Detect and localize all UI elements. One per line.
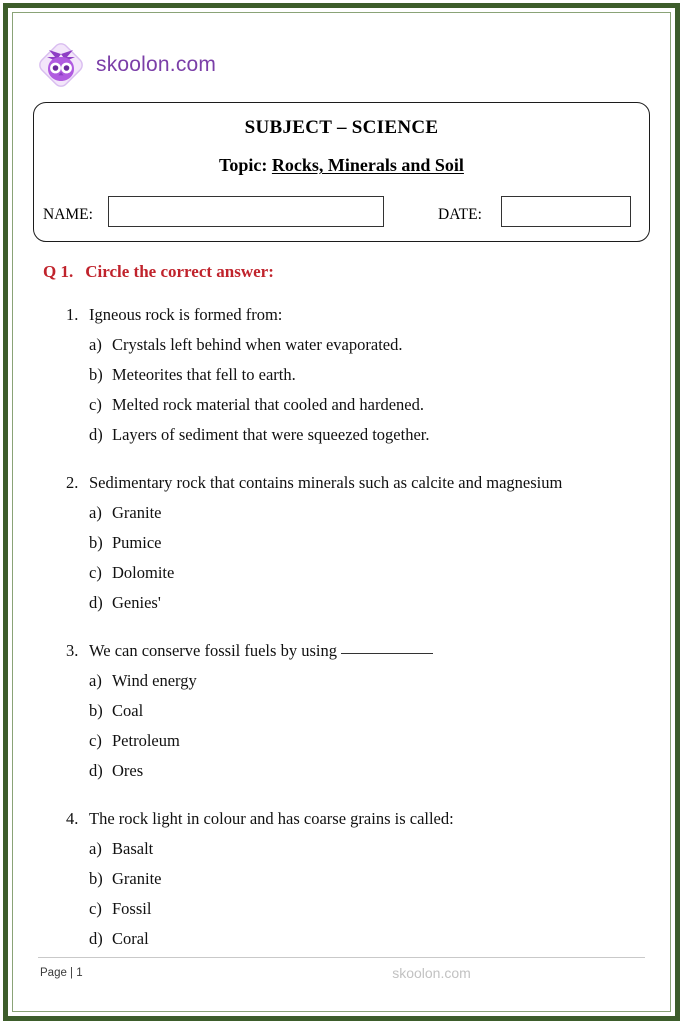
question-text: Igneous rock is formed from: — [89, 305, 283, 324]
question-text-row — [0, 636, 683, 666]
question-set-number: Q 1. — [43, 262, 74, 281]
question-block — [0, 804, 683, 954]
question-text: We can conserve fossil fuels by using — [89, 641, 337, 660]
option-letter: b) — [89, 701, 103, 720]
question-text: The rock light in colour and has coarse grains is called: — [89, 809, 454, 828]
option-text: Genies' — [112, 593, 161, 612]
option-row[interactable] — [0, 666, 683, 696]
option-letter: c) — [89, 731, 102, 750]
name-input[interactable] — [108, 196, 384, 227]
question-block — [0, 468, 683, 618]
question-index: 3. — [66, 641, 79, 660]
page-number: Page | 1 — [40, 967, 83, 979]
question-index: 1. — [66, 305, 79, 324]
option-letter: a) — [89, 335, 102, 354]
option-row[interactable] — [0, 696, 683, 726]
footer-watermark: skoolon.com — [392, 965, 471, 981]
option-letter: b) — [89, 869, 103, 888]
option-letter: d) — [89, 761, 103, 780]
brand-logo — [36, 40, 216, 90]
subject-title: SUBJECT – SCIENCE — [244, 117, 439, 138]
option-text: Petroleum — [112, 731, 180, 750]
option-row[interactable] — [0, 498, 683, 528]
date-label: DATE: — [438, 206, 482, 223]
option-text: Layers of sediment that were squeezed together. — [112, 425, 430, 444]
question-index: 4. — [66, 809, 79, 828]
option-letter: b) — [89, 533, 103, 552]
option-text: Granite — [112, 869, 162, 888]
option-letter: d) — [89, 593, 103, 612]
option-row[interactable] — [0, 390, 683, 420]
option-text: Meteorites that fell to earth. — [112, 365, 296, 384]
option-row[interactable] — [0, 330, 683, 360]
option-text: Crystals left behind when water evaporated. — [112, 335, 403, 354]
option-row[interactable] — [0, 588, 683, 618]
option-row[interactable] — [0, 360, 683, 390]
option-row[interactable] — [0, 894, 683, 924]
option-text: Melted rock material that cooled and hardened. — [112, 395, 424, 414]
option-letter: c) — [89, 899, 102, 918]
question-text-row — [0, 300, 683, 330]
question-text: Sedimentary rock that contains minerals such as calcite and magnesium — [89, 473, 563, 492]
topic-line — [34, 155, 649, 176]
question-set-heading — [43, 262, 274, 282]
option-row[interactable] — [0, 726, 683, 756]
option-row[interactable] — [0, 558, 683, 588]
question-block — [0, 636, 683, 786]
option-letter: a) — [89, 503, 102, 522]
option-text: Basalt — [112, 839, 154, 858]
option-letter: d) — [89, 425, 103, 444]
option-text: Pumice — [112, 533, 162, 552]
brand-name: skoolon.com — [96, 53, 217, 76]
option-text: Dolomite — [112, 563, 175, 582]
date-input[interactable] — [501, 196, 631, 227]
topic-value: Rocks, Minerals and Soil — [271, 155, 464, 175]
option-text: Coral — [112, 929, 149, 948]
option-row[interactable] — [0, 834, 683, 864]
option-letter: a) — [89, 839, 102, 858]
option-text: Wind energy — [112, 671, 197, 690]
answer-blank[interactable] — [341, 653, 433, 654]
option-row[interactable] — [0, 864, 683, 894]
worksheet-header-box — [33, 102, 650, 242]
option-letter: a) — [89, 671, 102, 690]
owl-in-diamond-icon — [36, 40, 86, 90]
question-set-instruction: Circle the correct answer: — [85, 262, 274, 281]
name-label: NAME: — [43, 206, 93, 223]
option-text: Fossil — [112, 899, 152, 918]
question-text-row — [0, 468, 683, 498]
option-letter: c) — [89, 395, 102, 414]
topic-label: Topic: — [219, 155, 268, 175]
option-text: Coal — [112, 701, 144, 720]
option-text: Ores — [112, 761, 144, 780]
option-row[interactable] — [0, 756, 683, 786]
option-row[interactable] — [0, 528, 683, 558]
question-block — [0, 300, 683, 450]
option-row[interactable] — [0, 924, 683, 954]
question-index: 2. — [66, 473, 79, 492]
option-text: Granite — [112, 503, 162, 522]
option-row[interactable] — [0, 420, 683, 450]
option-letter: d) — [89, 929, 103, 948]
option-letter: b) — [89, 365, 103, 384]
name-date-row — [34, 196, 649, 234]
footer-divider — [38, 957, 645, 958]
option-letter: c) — [89, 563, 102, 582]
question-list — [0, 300, 683, 972]
question-text-row — [0, 804, 683, 834]
